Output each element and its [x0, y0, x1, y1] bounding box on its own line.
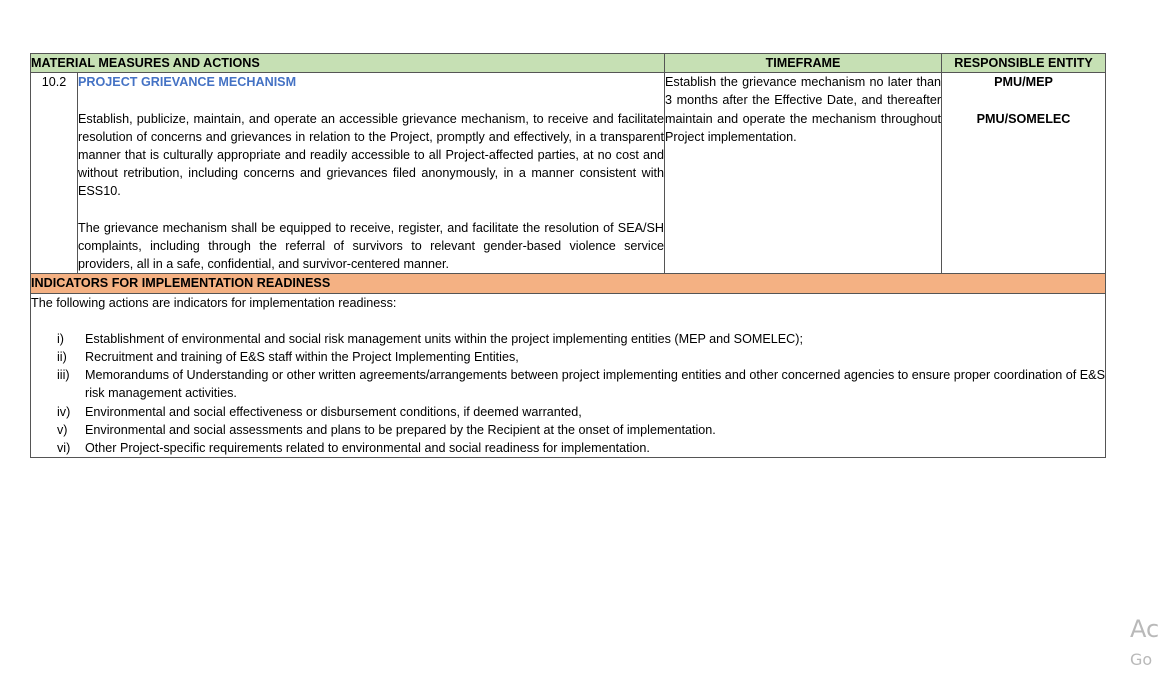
- indicators-intro: The following actions are indicators for implementation readiness:: [31, 295, 397, 310]
- responsible-entity-1: PMU/MEP: [994, 75, 1053, 90]
- measure-paragraph-2: The grievance mechanism shall be equipped to receive, register, and facilitate the resolution of SEA/SH complaints, including through the referral of survivors to relevant gender-based violence service providers, all in a safe, confidential, and survivor-centered manner.: [78, 220, 665, 272]
- list-item: [31, 439, 1105, 457]
- list-item-text: Environmental and social effectiveness or disbursement conditions, if deemed warranted,: [85, 404, 582, 419]
- indicators-heading: INDICATORS FOR IMPLEMENTATION READINESS: [31, 274, 1106, 293]
- list-item-text: Environmental and social assessments and plans to be prepared by the Recipient at the onset of implementation.: [85, 422, 716, 437]
- measure-paragraph-1: Establish, publicize, maintain, and operate an accessible grievance mechanism, to receive and facilitate resolution of concerns and grievances in relation to the Project, promptly and effectively, in a transparent manner that is culturally appropriate and readily accessible to all Project-affected parties, at no cost and without retribution, including concerns and grievances filed anonymously, in a manner consistent with ESS10.: [78, 111, 665, 199]
- list-item-text: Memorandums of Understanding or other written agreements/arrangements between project implementing entities and other concerned agencies to ensure proper coordination of E&S risk management activities.: [85, 368, 1105, 401]
- row-number: 10.2: [31, 73, 78, 274]
- list-marker: iii): [57, 368, 70, 383]
- activation-watermark-line2: Go: [1130, 650, 1153, 669]
- header-measures: MATERIAL MEASURES AND ACTIONS: [31, 54, 665, 73]
- indicators-body-row: [31, 293, 1106, 458]
- responsible-entity-2: PMU/SOMELEC: [976, 111, 1071, 126]
- list-item-text: Establishment of environmental and social risk management units within the project implementing entities (MEP and SOMELEC);: [85, 331, 803, 346]
- list-marker: ii): [57, 350, 67, 365]
- list-item: [31, 366, 1105, 402]
- indicators-body: [31, 293, 1106, 458]
- list-item: [31, 348, 1105, 366]
- list-marker: i): [57, 331, 64, 346]
- header-row: [31, 54, 1106, 73]
- measures-table: [30, 53, 1106, 458]
- indicators-heading-row: [31, 274, 1106, 293]
- table-row: [31, 73, 1106, 274]
- responsible-cell: [942, 73, 1106, 274]
- list-item: [31, 421, 1105, 439]
- activation-watermark-line1: Ac: [1130, 615, 1159, 643]
- list-item-text: Recruitment and training of E&S staff within the Project Implementing Entities,: [85, 350, 519, 365]
- list-item: [31, 403, 1105, 421]
- section-title: PROJECT GRIEVANCE MECHANISM: [78, 75, 297, 90]
- list-item: [31, 330, 1105, 348]
- indicators-list: [31, 330, 1105, 457]
- header-responsible: RESPONSIBLE ENTITY: [942, 54, 1106, 73]
- measure-cell: [78, 73, 665, 274]
- header-timeframe: TIMEFRAME: [665, 54, 942, 73]
- list-marker: vi): [57, 441, 71, 456]
- timeframe-cell: Establish the grievance mechanism no later than 3 months after the Effective Date, and thereafter maintain and operate the mechanism throughout Project implementation.: [665, 73, 942, 274]
- list-item-text: Other Project-specific requirements related to environmental and social readiness for implementation.: [85, 441, 650, 456]
- list-marker: iv): [57, 404, 71, 419]
- list-marker: v): [57, 422, 68, 437]
